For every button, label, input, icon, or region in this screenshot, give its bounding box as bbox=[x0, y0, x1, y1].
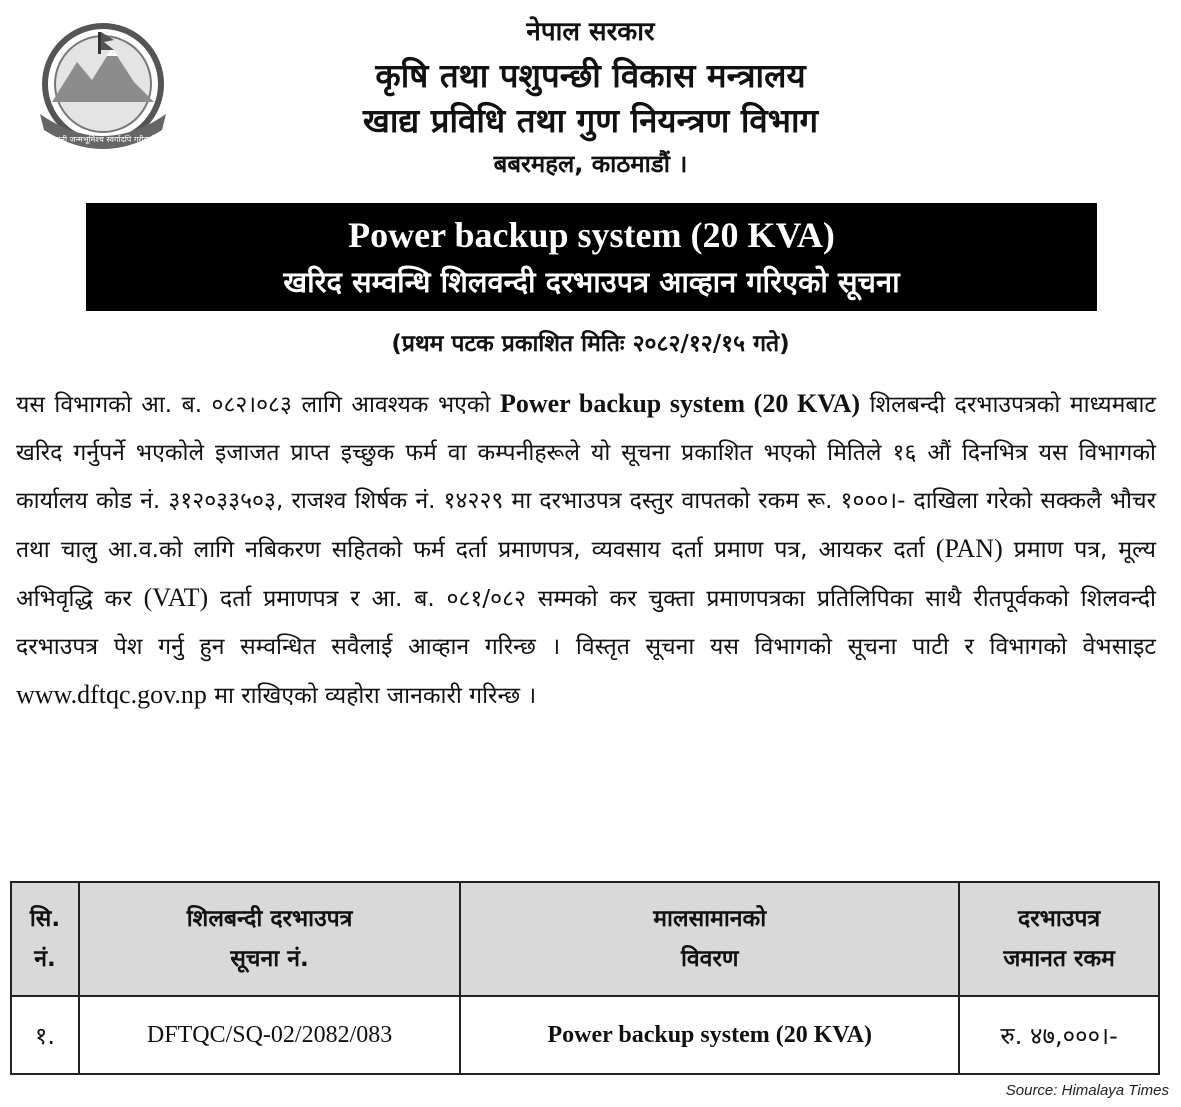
table-header-row bbox=[11, 882, 1159, 996]
cell-bid-security-amount: रु. ४७,०००।- bbox=[959, 996, 1159, 1074]
title-english: Power backup system (20 KVA) bbox=[348, 215, 835, 255]
ministry-name: कृषि तथा पशुपन्छी विकास मन्त्रालय bbox=[375, 56, 806, 95]
body-text-4: दर्ता प्रमाणपत्र र आ. ब. ०८१/०८२ सम्मको कर चुक्ता प्रमाणपत्रका प्रतिलिपिका साथै रीतपूर्वकको शिलवन्दी दरभाउपत्र पेश गर्नु हुन सम्वन्धित सवैलाई आव्हान गरिन्छ । विस्तृत सूचना यस विभागको सूचना पाटी र विभागको वेभसाइट bbox=[16, 586, 1157, 660]
header-goods-description: मालसामानको विवरण bbox=[460, 882, 959, 996]
table-row bbox=[11, 996, 1159, 1074]
department-address: बबरमहल, काठमाडौं । bbox=[493, 150, 688, 178]
notice-title-box bbox=[86, 203, 1097, 311]
source-credit: Source: Himalaya Times bbox=[1005, 1082, 1169, 1099]
notice-header bbox=[0, 10, 1181, 184]
website-link[interactable]: www.dftqc.gov.np bbox=[16, 680, 207, 709]
body-pan: (PAN) bbox=[935, 534, 1003, 563]
cell-goods-description: Power backup system (20 KVA) bbox=[460, 996, 959, 1074]
body-vat: (VAT) bbox=[143, 583, 209, 612]
body-text-2: शिलबन्दी दरभाउपत्रको माध्यमबाट खरिद गर्नुपर्ने भएकोले इजाजत प्राप्त इच्छुक फर्म वा कम्पनीहरूले यो सूचना प्रकाशित भएको मितिले १६ औं दिनभित्र यस विभागको कार्यालय कोड नं. ३१२०३३५०३, राजश्व शिर्षक नं. १४२२९ मा दरभाउपत्र दस्तुर वापतको रकम रू. १०००।- दाखिला गरेको सक्कलै भौचर तथा चालु आ.व.को लागि नबिकरण सहितको फर्म दर्ता प्रमाणपत्र, व्यवसाय दर्ता प्रमाण पत्र, आयकर दर्ता bbox=[16, 392, 1157, 563]
cell-serial-number: १. bbox=[11, 996, 79, 1074]
header-bid-security-amount: दरभाउपत्र जमानत रकम bbox=[959, 882, 1159, 996]
header-serial-number: सि. नं. bbox=[11, 882, 79, 996]
header-notice-number: शिलबन्दी दरभाउपत्र सूचना नं. bbox=[79, 882, 460, 996]
publication-date: (प्रथम पटक प्रकाशित मितिः २०८२/१२/१५ गते) bbox=[391, 331, 790, 357]
government-name: नेपाल सरकार bbox=[526, 17, 655, 47]
body-text-1: यस विभागको आ. ब. ०८२।०८३ लागि आवश्यक भएको bbox=[16, 392, 491, 418]
notice-body bbox=[16, 380, 1156, 720]
department-name: खाद्य प्रविधि तथा गुण नियन्त्रण विभाग bbox=[362, 101, 819, 140]
title-nepali: खरिद सम्वन्धि शिलवन्दी दरभाउपत्र आव्हान गरिएको सूचना bbox=[283, 265, 900, 299]
body-item-name: Power backup system (20 KVA) bbox=[499, 389, 861, 418]
body-text-5: मा राखिएको व्यहोरा जानकारी गरिन्छ । bbox=[214, 683, 537, 709]
cell-notice-number: DFTQC/SQ-02/2082/083 bbox=[79, 996, 460, 1074]
tender-table bbox=[10, 881, 1160, 1075]
emblem-motto: जननी जन्मभूमिश्च स्वर्गादपि गरीयसी bbox=[50, 135, 156, 144]
body-text-3: प्रमाण पत्र, मूल्य अभिवृद्धि कर bbox=[16, 537, 1157, 612]
